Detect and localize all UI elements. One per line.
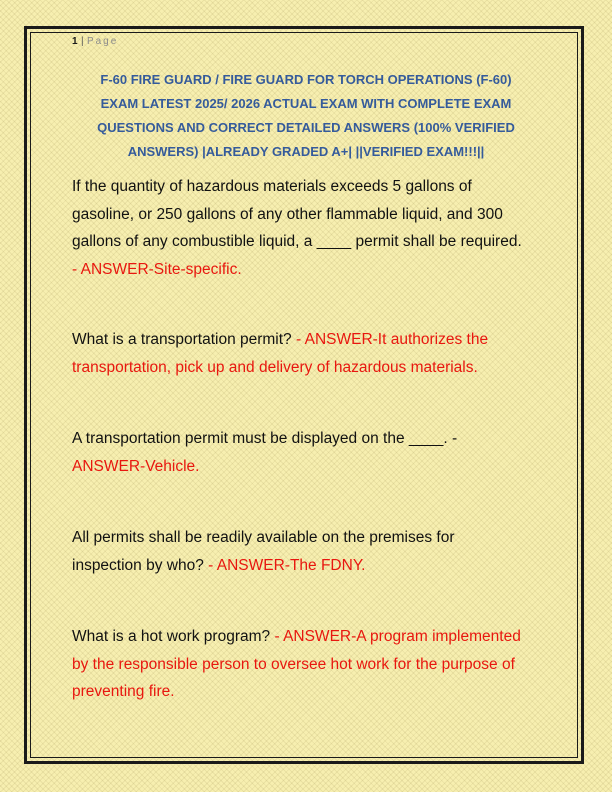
answer-line: preventing fire.	[72, 683, 175, 700]
answer-line: by the responsible person to oversee hot work for the purpose of	[72, 655, 515, 673]
answer-line: - ANSWER-Site-specific.	[72, 260, 242, 278]
question-line: gallons of any combustible liquid, a ____ permit shall be required.	[72, 233, 522, 250]
page-separator: |	[77, 36, 87, 47]
title-line: EXAM LATEST 2025/ 2026 ACTUAL EXAM WITH COMPLETE EXAM	[100, 96, 512, 111]
answer-text: - ANSWER-The FDNY.	[208, 556, 366, 574]
answer-text: - ANSWER-A program implemented	[274, 628, 521, 645]
question-line: gasoline, or 250 gallons of any other flammable liquid, and 300	[72, 205, 503, 223]
page-header	[72, 36, 118, 47]
question-line: If the quantity of hazardous materials exceeds 5 gallons of	[72, 178, 472, 195]
qa-item-3	[72, 425, 544, 480]
answer-text: - ANSWER-It authorizes the	[296, 331, 489, 348]
answer-line: transportation, pick up and delivery of hazardous materials.	[72, 358, 478, 376]
answer-text: ANSWER-Vehicle.	[72, 457, 200, 475]
qa-item-5	[72, 623, 544, 706]
qa-item-4	[72, 524, 544, 579]
qa-item-2	[72, 326, 544, 381]
question-text: A transportation permit must be displayed on the ____. -	[72, 430, 458, 447]
question-text: What is a hot work program?	[72, 628, 275, 645]
question-text: inspection by who?	[72, 556, 209, 574]
question-text: What is a transportation permit?	[72, 331, 296, 348]
page-number: 1	[72, 36, 78, 47]
question-line: All permits shall be readily available on the premises for	[72, 529, 455, 546]
title-line: ANSWERS) |ALREADY GRADED A+| ||VERIFIED EXAM!!!||	[127, 144, 485, 159]
title-line: F-60 FIRE GUARD / FIRE GUARD FOR TORCH OPERATIONS (F-60)	[100, 72, 512, 87]
title-line: QUESTIONS AND CORRECT DETAILED ANSWERS (100% VERIFIED	[97, 120, 515, 135]
document-title	[72, 68, 540, 164]
page-word: Page	[86, 36, 119, 47]
qa-item-1	[72, 173, 544, 283]
